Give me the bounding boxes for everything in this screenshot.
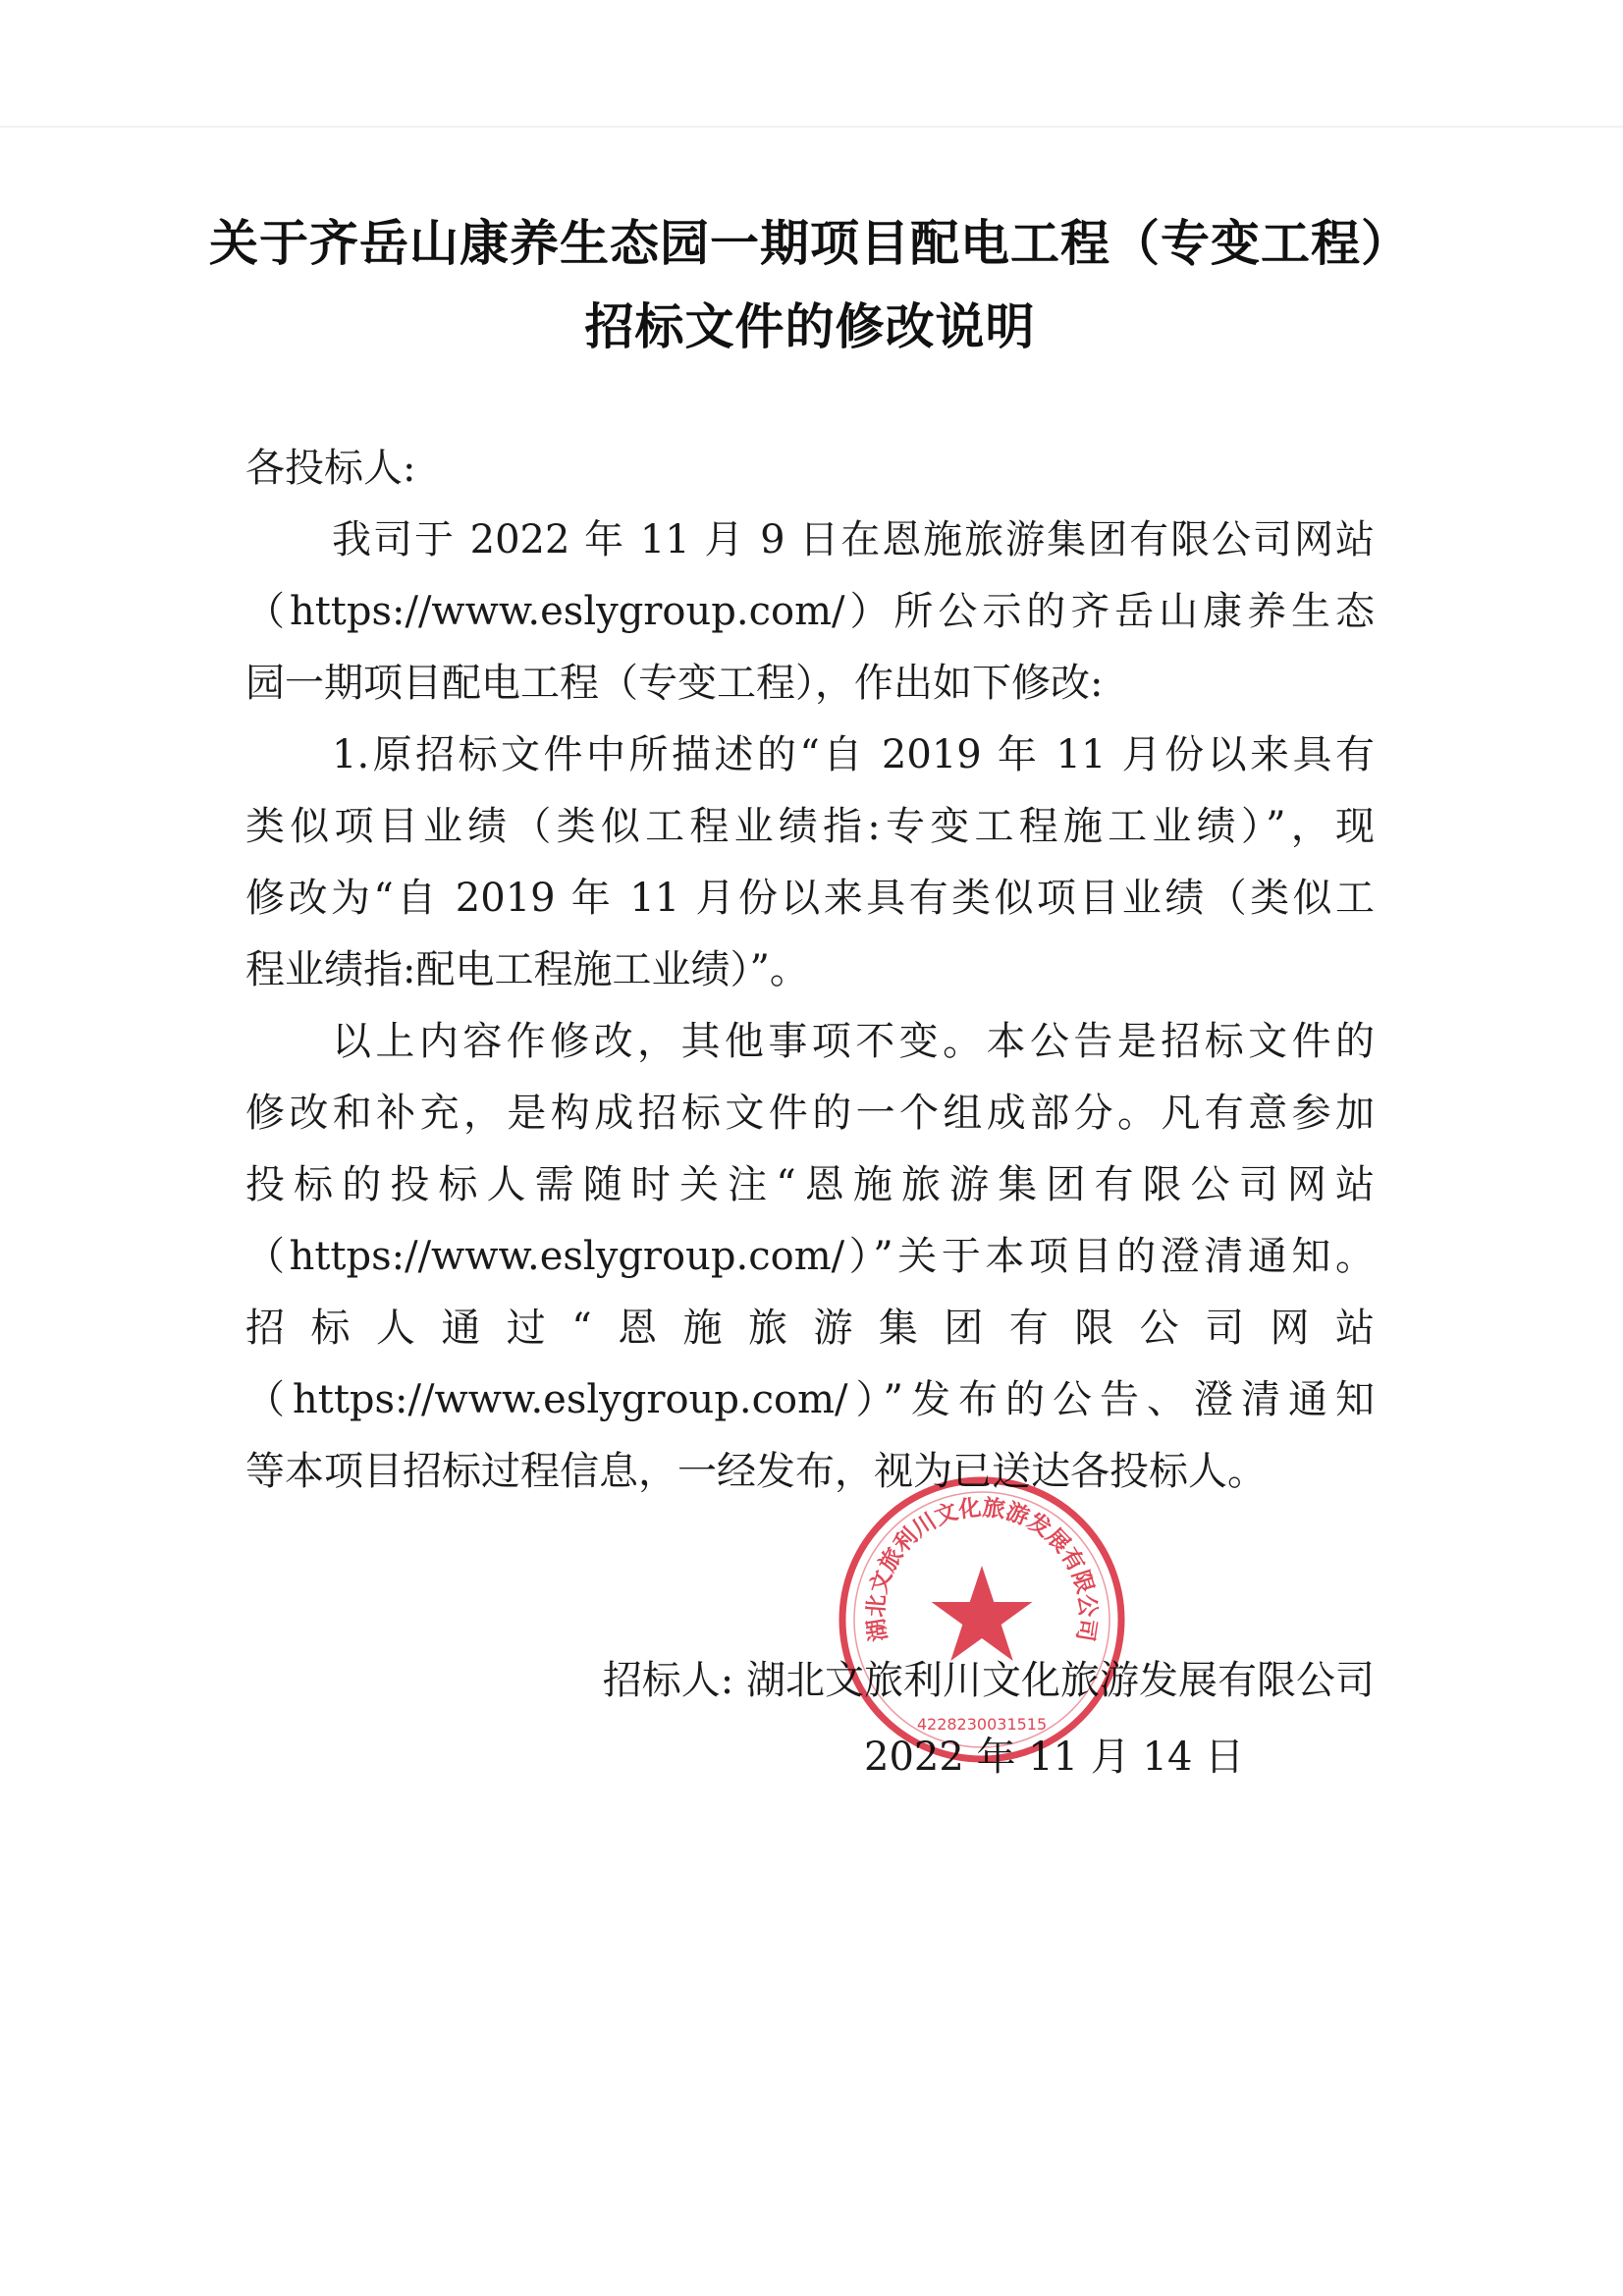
company-seal-icon <box>835 1472 1129 1767</box>
document-title-line-2: 招标文件的修改说明 <box>584 297 1036 355</box>
paragraph-3-line-2: 修改和补充，是构成招标文件的一个组成部分。凡有意参加 <box>245 1091 1375 1136</box>
paragraph-3-line-4: （https://www.eslygroup.com/）”关于本项目的澄清通知。 <box>245 1234 1375 1279</box>
salutation: 各投标人: <box>245 446 416 491</box>
signature-line: 招标人: 湖北文旅利川文化旅游发展有限公司 <box>602 1658 1375 1703</box>
seal-text: 湖北文旅利川文化旅游发展有限公司 <box>862 1494 1102 1644</box>
paragraph-3-line-1: 以上内容作修改，其他事项不变。本公告是招标文件的 <box>332 1019 1375 1064</box>
paragraph-3-line-7: 等本项目招标过程信息，一经发布，视为已送达各投标人。 <box>245 1449 1267 1494</box>
seal-star-icon <box>932 1566 1033 1661</box>
paragraph-1-line-3: 园一期项目配电工程（专变工程），作出如下修改: <box>245 661 1104 706</box>
date-line: 2022 年 11 月 14 日 <box>864 1735 1245 1780</box>
paragraph-1-line-1: 我司于 2022 年 11 月 9 日在恩施旅游集团有限公司网站 <box>332 517 1375 562</box>
document-title-line-1: 关于齐岳山康养生态园一期项目配电工程（专变工程） <box>209 214 1411 272</box>
paragraph-2-line-2: 类似项目业绩（类似工程业绩指:专变工程施工业绩）”，现 <box>245 804 1375 849</box>
paragraph-2-line-4: 程业绩指:配电工程施工业绩）”。 <box>245 947 809 992</box>
paragraph-3-line-3: 投标的投标人需随时关注“恩施旅游集团有限公司网站 <box>245 1162 1375 1207</box>
paragraph-2-line-3: 修改为“自 2019 年 11 月份以来具有类似项目业绩（类似工 <box>245 876 1375 921</box>
paragraph-3-line-6: （https://www.eslygroup.com/）”发布的公告、澄清通知 <box>245 1377 1375 1422</box>
paragraph-1-line-2: （https://www.eslygroup.com/）所公示的齐岳山康养生态 <box>245 589 1375 634</box>
paragraph-2-line-1: 1.原招标文件中所描述的“自 2019 年 11 月份以来具有 <box>332 732 1375 777</box>
seal-code: 4228230031515 <box>916 1715 1048 1734</box>
scan-edge-line <box>0 126 1623 128</box>
paragraph-3-line-5: 招标人通过“恩施旅游集团有限公司网站 <box>245 1306 1375 1351</box>
